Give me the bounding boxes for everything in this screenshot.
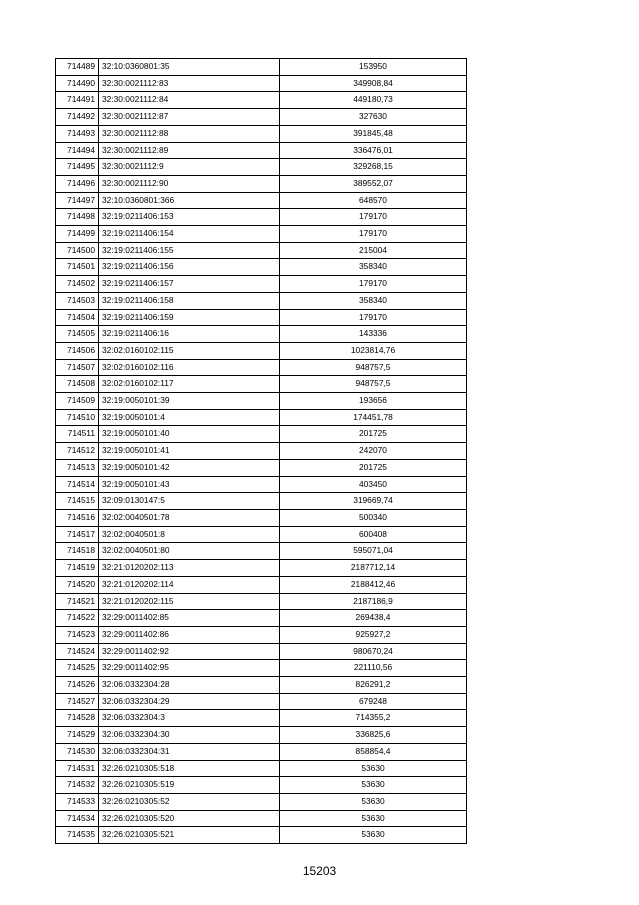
row-id-cell: 714507 [56,359,99,376]
table-row [56,459,467,476]
table-row [56,109,467,126]
value-cell: 648570 [280,192,467,209]
row-id-cell: 714510 [56,409,99,426]
value-cell: 179170 [280,276,467,293]
cadastral-number-cell: 32:29:0011402:92 [99,643,280,660]
cadastral-number-cell: 32:26:0210305:519 [99,777,280,794]
cadastral-value-table [55,58,467,844]
cadastral-number-cell: 32:19:0050101:43 [99,476,280,493]
cadastral-number-cell: 32:06:0332304:3 [99,710,280,727]
row-id-cell: 714525 [56,660,99,677]
row-id-cell: 714506 [56,342,99,359]
value-cell: 826291,2 [280,677,467,694]
row-id-cell: 714527 [56,693,99,710]
cadastral-number-cell: 32:19:0050101:40 [99,426,280,443]
cadastral-number-cell: 32:26:0210305:518 [99,760,280,777]
table-row [56,677,467,694]
cadastral-number-cell: 32:26:0210305:520 [99,810,280,827]
table-row [56,426,467,443]
value-cell: 858854,4 [280,743,467,760]
cadastral-number-cell: 32:19:0211406:159 [99,309,280,326]
value-cell: 2187186,9 [280,593,467,610]
table-row [56,142,467,159]
row-id-cell: 714518 [56,543,99,560]
cadastral-number-cell: 32:19:0211406:157 [99,276,280,293]
table-row [56,560,467,577]
row-id-cell: 714504 [56,309,99,326]
row-id-cell: 714509 [56,393,99,410]
table-row [56,175,467,192]
table-row [56,259,467,276]
value-cell: 179170 [280,309,467,326]
table-row [56,743,467,760]
cadastral-number-cell: 32:29:0011402:86 [99,626,280,643]
value-cell: 2188412,46 [280,576,467,593]
value-cell: 153950 [280,59,467,76]
row-id-cell: 714524 [56,643,99,660]
table-row [56,242,467,259]
cadastral-number-cell: 32:29:0011402:95 [99,660,280,677]
value-cell: 201725 [280,459,467,476]
cadastral-number-cell: 32:21:0120202:115 [99,593,280,610]
row-id-cell: 714494 [56,142,99,159]
row-id-cell: 714521 [56,593,99,610]
value-cell: 179170 [280,209,467,226]
value-cell: 193656 [280,393,467,410]
table-row [56,576,467,593]
cadastral-number-cell: 32:21:0120202:114 [99,576,280,593]
row-id-cell: 714493 [56,125,99,142]
value-cell: 53630 [280,777,467,794]
table-row [56,493,467,510]
cadastral-number-cell: 32:19:0211406:153 [99,209,280,226]
row-id-cell: 714503 [56,292,99,309]
value-cell: 358340 [280,292,467,309]
table-row [56,226,467,243]
value-cell: 349908,84 [280,75,467,92]
cadastral-number-cell: 32:30:0021112:89 [99,142,280,159]
value-cell: 179170 [280,226,467,243]
cadastral-number-cell: 32:09:0130147:5 [99,493,280,510]
value-cell: 714355,2 [280,710,467,727]
table-row [56,660,467,677]
cadastral-number-cell: 32:19:0211406:16 [99,326,280,343]
value-cell: 2187712,14 [280,560,467,577]
row-id-cell: 714514 [56,476,99,493]
cadastral-number-cell: 32:30:0021112:90 [99,175,280,192]
row-id-cell: 714522 [56,610,99,627]
table-row [56,727,467,744]
row-id-cell: 714528 [56,710,99,727]
value-cell: 980670,24 [280,643,467,660]
table-body [56,59,467,844]
cadastral-number-cell: 32:02:0040501:8 [99,526,280,543]
row-id-cell: 714490 [56,75,99,92]
value-cell: 319669,74 [280,493,467,510]
value-cell: 143336 [280,326,467,343]
cadastral-number-cell: 32:19:0211406:156 [99,259,280,276]
table-row [56,777,467,794]
value-cell: 53630 [280,827,467,844]
cadastral-number-cell: 32:19:0211406:155 [99,242,280,259]
cadastral-number-cell: 32:19:0050101:42 [99,459,280,476]
cadastral-number-cell: 32:06:0332304:28 [99,677,280,694]
cadastral-number-cell: 32:19:0050101:39 [99,393,280,410]
cadastral-number-cell: 32:30:0021112:88 [99,125,280,142]
table-row [56,626,467,643]
value-cell: 201725 [280,426,467,443]
row-id-cell: 714533 [56,793,99,810]
value-cell: 53630 [280,760,467,777]
row-id-cell: 714529 [56,727,99,744]
row-id-cell: 714531 [56,760,99,777]
value-cell: 600408 [280,526,467,543]
row-id-cell: 714496 [56,175,99,192]
table-row [56,376,467,393]
cadastral-number-cell: 32:02:0040501:80 [99,543,280,560]
cadastral-number-cell: 32:02:0040501:78 [99,509,280,526]
value-cell: 215004 [280,242,467,259]
table-row [56,342,467,359]
row-id-cell: 714498 [56,209,99,226]
table-row [56,192,467,209]
table-row [56,409,467,426]
table-row [56,159,467,176]
table-row [56,359,467,376]
cadastral-number-cell: 32:10:0360801:35 [99,59,280,76]
row-id-cell: 714513 [56,459,99,476]
table-row [56,59,467,76]
value-cell: 269438,4 [280,610,467,627]
value-cell: 948757,5 [280,359,467,376]
table-row [56,543,467,560]
value-cell: 679248 [280,693,467,710]
value-cell: 1023814,76 [280,342,467,359]
table-row [56,760,467,777]
row-id-cell: 714520 [56,576,99,593]
cadastral-number-cell: 32:29:0011402:85 [99,610,280,627]
cadastral-number-cell: 32:10:0360801:366 [99,192,280,209]
table-row [56,92,467,109]
value-cell: 329268,15 [280,159,467,176]
table-row [56,443,467,460]
row-id-cell: 714497 [56,192,99,209]
table-row [56,810,467,827]
table-row [56,593,467,610]
row-id-cell: 714523 [56,626,99,643]
row-id-cell: 714495 [56,159,99,176]
cadastral-number-cell: 32:21:0120202:113 [99,560,280,577]
row-id-cell: 714515 [56,493,99,510]
row-id-cell: 714512 [56,443,99,460]
value-cell: 358340 [280,259,467,276]
value-cell: 595071,04 [280,543,467,560]
cadastral-number-cell: 32:26:0210305:521 [99,827,280,844]
table-row [56,643,467,660]
row-id-cell: 714535 [56,827,99,844]
page-number: 15203 [302,864,337,878]
value-cell: 948757,5 [280,376,467,393]
cadastral-number-cell: 32:06:0332304:29 [99,693,280,710]
row-id-cell: 714530 [56,743,99,760]
row-id-cell: 714511 [56,426,99,443]
value-cell: 403450 [280,476,467,493]
row-id-cell: 714489 [56,59,99,76]
cadastral-number-cell: 32:06:0332304:31 [99,743,280,760]
value-cell: 53630 [280,793,467,810]
value-cell: 500340 [280,509,467,526]
table-row [56,209,467,226]
table-row [56,276,467,293]
cadastral-number-cell: 32:30:0021112:87 [99,109,280,126]
cadastral-number-cell: 32:30:0021112:9 [99,159,280,176]
table-row [56,526,467,543]
row-id-cell: 714519 [56,560,99,577]
row-id-cell: 714526 [56,677,99,694]
cadastral-number-cell: 32:19:0050101:41 [99,443,280,460]
table-row [56,75,467,92]
table-row [56,827,467,844]
table-row [56,476,467,493]
row-id-cell: 714508 [56,376,99,393]
table-row [56,326,467,343]
value-cell: 391845,48 [280,125,467,142]
table-row [56,509,467,526]
value-cell: 327630 [280,109,467,126]
row-id-cell: 714532 [56,777,99,794]
cadastral-number-cell: 32:19:0211406:158 [99,292,280,309]
table-row [56,125,467,142]
value-cell: 389552,07 [280,175,467,192]
row-id-cell: 714502 [56,276,99,293]
table-row [56,393,467,410]
value-cell: 925927,2 [280,626,467,643]
value-cell: 449180,73 [280,92,467,109]
value-cell: 242070 [280,443,467,460]
table-row [56,610,467,627]
row-id-cell: 714505 [56,326,99,343]
row-id-cell: 714501 [56,259,99,276]
cadastral-number-cell: 32:02:0160102:117 [99,376,280,393]
row-id-cell: 714499 [56,226,99,243]
table-row [56,309,467,326]
cadastral-number-cell: 32:06:0332304:30 [99,727,280,744]
cadastral-number-cell: 32:30:0021112:84 [99,92,280,109]
cadastral-number-cell: 32:02:0160102:115 [99,342,280,359]
table-row [56,292,467,309]
row-id-cell: 714491 [56,92,99,109]
cadastral-number-cell: 32:19:0050101:4 [99,409,280,426]
row-id-cell: 714517 [56,526,99,543]
value-cell: 221110,56 [280,660,467,677]
row-id-cell: 714492 [56,109,99,126]
row-id-cell: 714500 [56,242,99,259]
table-row [56,710,467,727]
value-cell: 174451,78 [280,409,467,426]
table-row [56,693,467,710]
cadastral-number-cell: 32:19:0211406:154 [99,226,280,243]
value-cell: 336825,6 [280,727,467,744]
value-cell: 336476,01 [280,142,467,159]
cadastral-number-cell: 32:26:0210305:52 [99,793,280,810]
cadastral-number-cell: 32:30:0021112:83 [99,75,280,92]
table-row [56,793,467,810]
row-id-cell: 714534 [56,810,99,827]
row-id-cell: 714516 [56,509,99,526]
cadastral-number-cell: 32:02:0160102:116 [99,359,280,376]
value-cell: 53630 [280,810,467,827]
